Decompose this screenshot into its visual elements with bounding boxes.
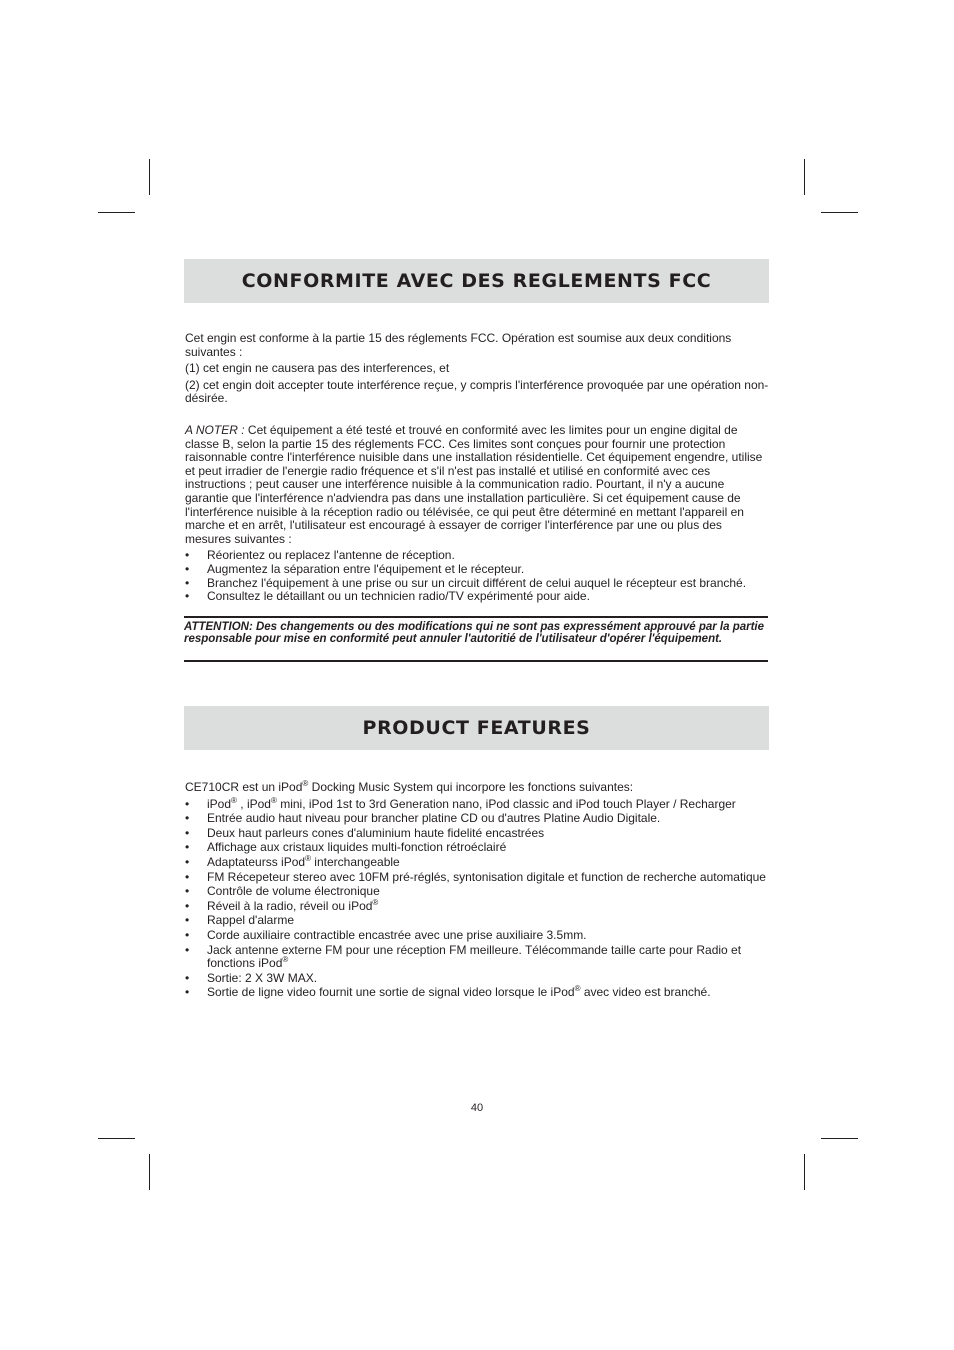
list-item [185, 897, 770, 914]
fcc-heading: CONFORMITE AVEC DES REGLEMENTS FCC [241, 270, 712, 292]
page-number: 40 [470, 1102, 484, 1114]
registered-mark: ® [305, 853, 311, 863]
fcc-intro: Cet engin est conforme à la partie 15 des réglements FCC. Opération est soumise aux deux conditions suivantes : [185, 331, 732, 359]
fcc-note [185, 424, 770, 604]
list-item: • Affichage aux cristaux liquides multi-fonction rétroéclairé [185, 841, 770, 855]
fcc-note-label: A NOTER : [185, 423, 245, 437]
crop-mark [98, 212, 135, 213]
list-item: • Branchez l'équipement à une prise ou sur un circuit différent de celui auquel le récepteur est branché. [185, 577, 770, 591]
list-item: • FM Récepeteur stereo avec 10FM pré-réglés, syntonisation digitale et function de recherche automatique [185, 871, 770, 885]
registered-mark: ® [574, 984, 581, 994]
fcc-note-text: Cet équipement a été testé et trouvé en conformité avec les limites pour un engine digital de classe B, selon la partie 15 des réglements FCC. Ces limites sont conçues pour fournir une protection raisonnable contre l'interférence nuisible dans une installation résidentielle. Cet équipement engendre, utilise et peut irradier de l'energie radio fréquence et s'il n'est pas installé et utilisé en conformité avec ces instructions ; peut causer une interférence nuisible à la communication radio. Pourtant, il n'y a aucune garantie que l'interférence n'adviendra pas dans une installation particulière. Si cet équipement cause de l'interférence nuisible à la réception radio ou télévisée, ce qui peut être déterminé en mettant l'appareil en marche et en arrêt, l'utilisateur est encouragé à essayer de corriger l'interférence par une ou plus des mesures suivantes : [185, 423, 763, 546]
features-heading: PRODUCT FEATURES [362, 717, 591, 739]
fcc-heading-banner [184, 259, 769, 303]
list-item: • Deux haut parleurs cones d'aluminium haute fidelité encastrées [185, 827, 770, 841]
fcc-condition-2: (2) cet engin doit accepter toute interférence reçue, y compris l'interférence provoquée par une opération non-désirée. [185, 377, 769, 406]
fcc-condition-1: (1) cet engin ne causera pas des interferences, et [185, 361, 450, 376]
attention-box [184, 616, 768, 662]
feature-text: iPod [207, 796, 232, 811]
attention-text: ATTENTION: Des changements ou des modifications qui ne sont pas expressément approuvé par la partie responsable pour mise en conformité peut annuler l'autoritié de l'utilisateur d'opérer l'équipement. [184, 621, 765, 646]
list-item: • Sortie: 2 X 3W MAX. [185, 972, 770, 986]
features-intro [185, 781, 770, 795]
list-item: • Augmentez la séparation entre l'équipement et le récepteur. [185, 563, 770, 577]
feature-text: interchangeable [310, 854, 400, 869]
feature-text: Réveil à la radio, réveil ou iPod [207, 898, 373, 913]
fcc-conditions [185, 332, 770, 406]
features-list [185, 795, 770, 1000]
features-heading-banner [184, 706, 769, 750]
crop-mark [821, 212, 858, 213]
crop-mark [804, 159, 805, 195]
list-item: • Réorientez ou replacez l'antenne de réception. [185, 549, 770, 563]
crop-mark [804, 1154, 805, 1190]
feature-text: Jack antenne externe FM pour une réception FM meilleure. Télécommande taille carte pour Radio et fonctions iPod [207, 942, 742, 971]
feature-text: mini, iPod 1st to 3rd Generation nano, iPod classic and iPod touch Player / Recharger [276, 796, 736, 811]
list-item [185, 944, 770, 971]
registered-mark: ® [372, 897, 379, 907]
crop-mark [149, 159, 150, 195]
intro-text: CE710CR est un iPod [185, 780, 303, 794]
feature-text: , iPod [236, 796, 271, 811]
registered-mark: ® [231, 795, 237, 805]
list-item [185, 795, 770, 812]
crop-mark [821, 1138, 858, 1139]
list-item [185, 986, 770, 1000]
list-item: • Contrôle de volume électronique [185, 885, 770, 899]
crop-mark [149, 1154, 150, 1190]
list-item [185, 853, 770, 870]
list-item: • Rappel d'alarme [185, 914, 770, 928]
features-section [185, 781, 770, 1001]
fcc-note-paragraph [185, 424, 770, 546]
list-item: • Entrée audio haut niveau pour brancher platine CD ou d'autres Platine Audio Digitale. [185, 812, 770, 826]
feature-text: Adaptateurss iPod [207, 854, 306, 869]
list-item: • Corde auxiliaire contractible encastrée avec une prise auxiliaire 3.5mm. [185, 929, 770, 943]
registered-mark: ® [270, 795, 277, 805]
feature-text: avec video est branché. [580, 985, 711, 1000]
intro-text: Docking Music System qui incorpore les fonctions suivantes: [308, 780, 634, 794]
registered-mark: ® [282, 955, 289, 965]
registered-mark: ® [302, 779, 309, 788]
feature-text: Sortie de ligne video fournit une sortie de signal video lorsque le iPod [207, 985, 575, 1000]
list-item: • Consultez le détaillant ou un technicien radio/TV expérimenté pour aide. [185, 590, 770, 604]
crop-mark [98, 1138, 135, 1139]
fcc-measures-list [185, 549, 770, 603]
